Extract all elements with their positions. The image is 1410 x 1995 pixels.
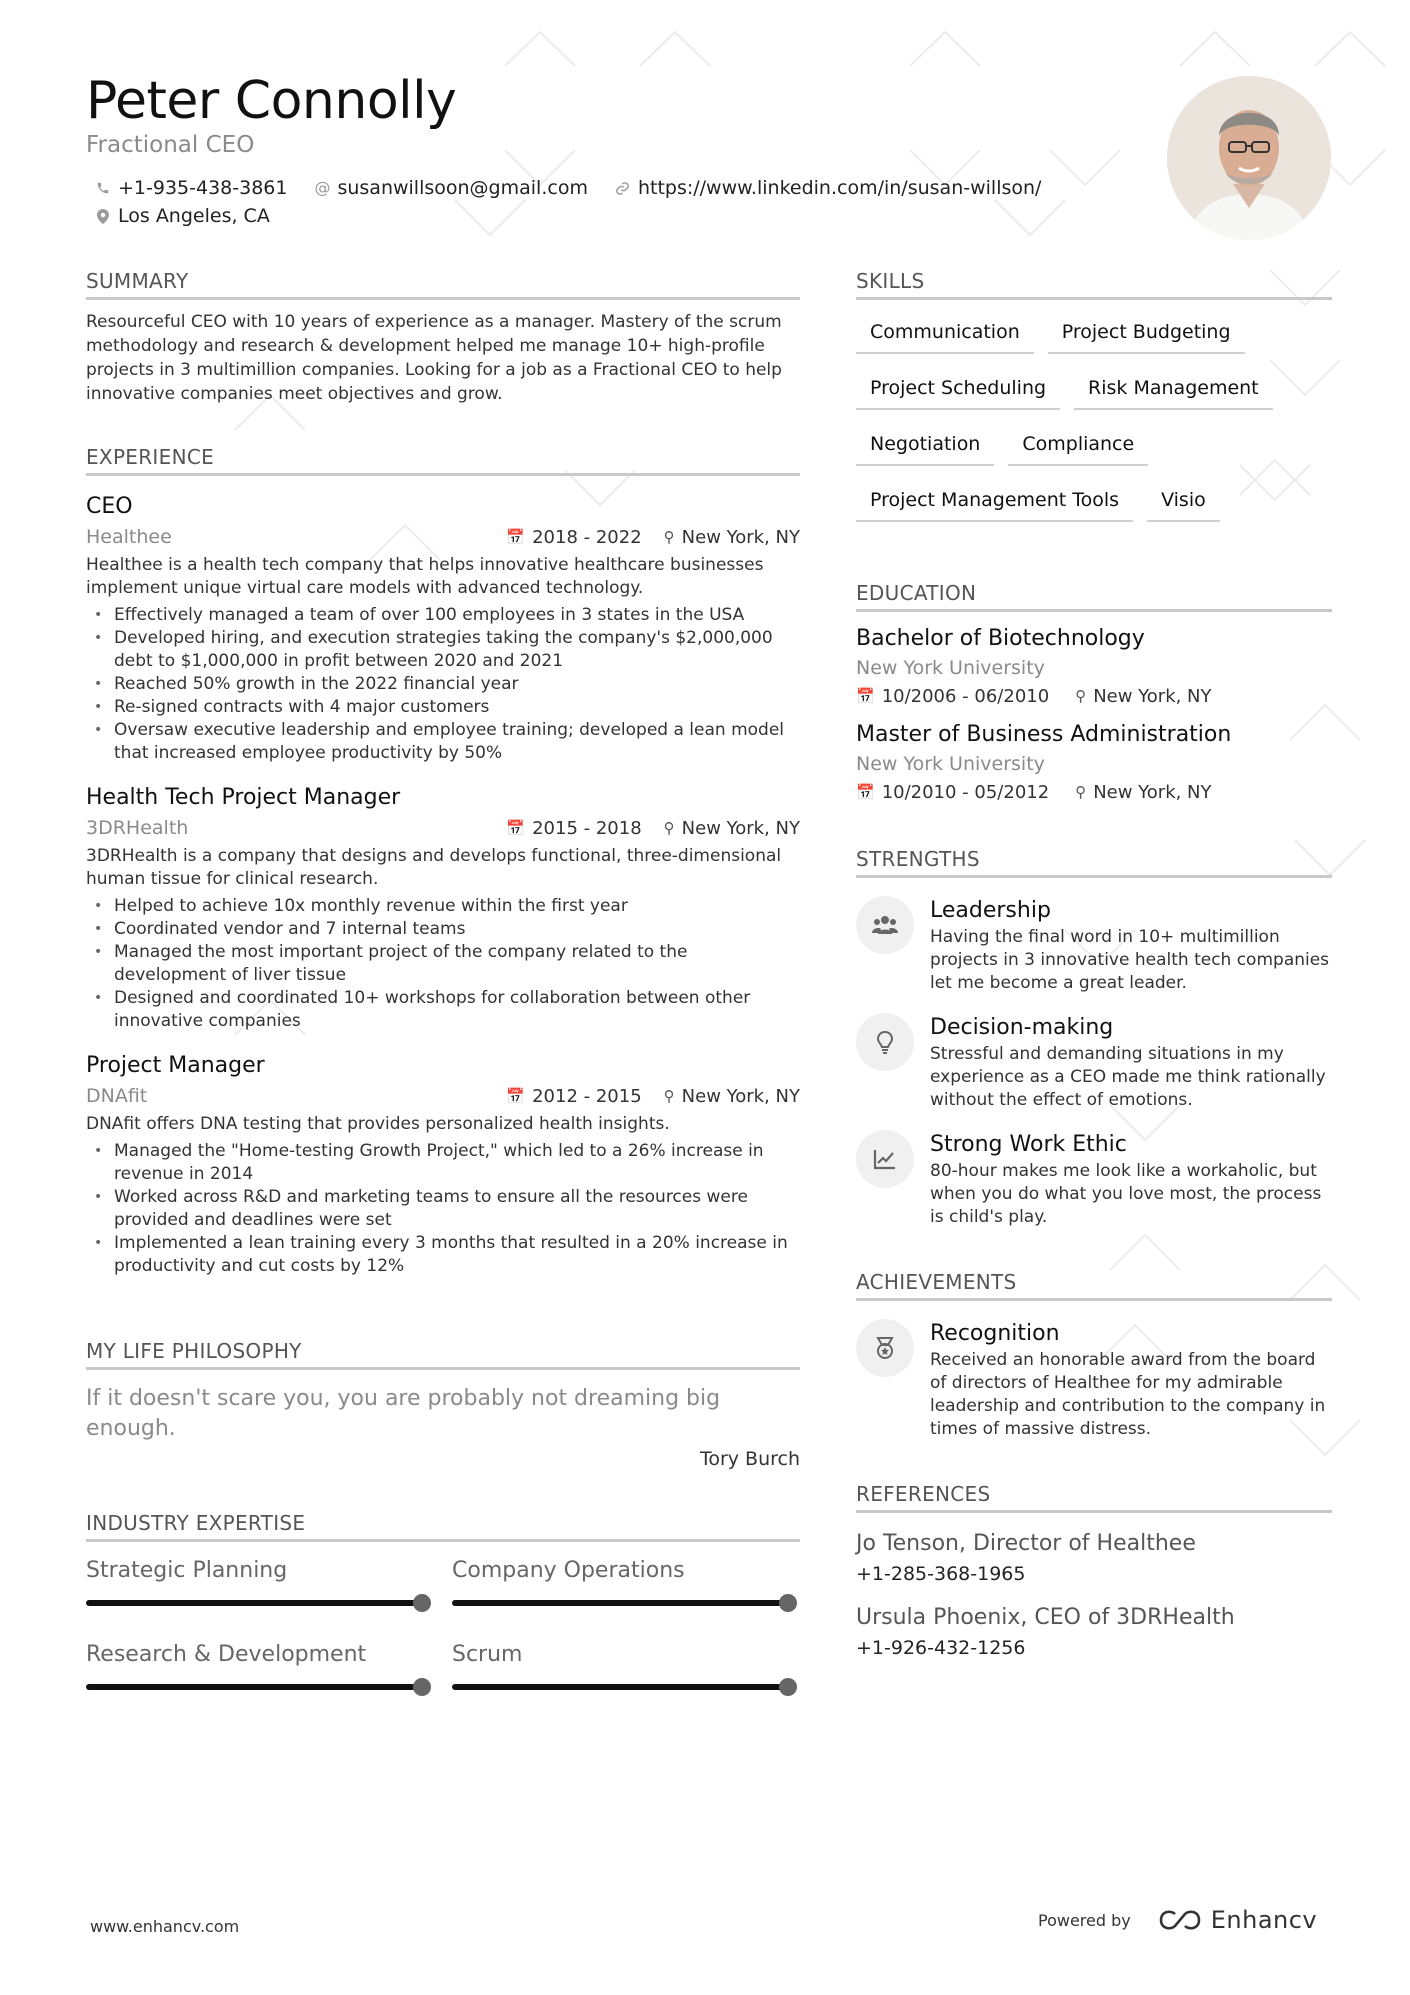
- job-location: New York, NY: [681, 526, 800, 548]
- education-degree: Master of Business Administration: [856, 722, 1232, 747]
- job-description: DNAfit offers DNA testing that provides personalized health insights.: [86, 1114, 670, 1134]
- strength-title: Decision-making: [930, 1015, 1114, 1040]
- summary-section: [86, 268, 800, 406]
- expertise-bar: [452, 1684, 788, 1690]
- summary-title: SUMMARY: [86, 268, 800, 300]
- users-icon: [856, 896, 914, 954]
- education-school: New York University: [856, 753, 1045, 775]
- skill-chip: Compliance: [1008, 424, 1148, 466]
- skill-chip: Communication: [856, 312, 1034, 354]
- achievements-section: [856, 1269, 1332, 1441]
- calendar-icon: 📅: [506, 528, 526, 546]
- footer-branding[interactable]: [1038, 1906, 1317, 1934]
- strength-item: [856, 1130, 1332, 1229]
- achievement-title: Recognition: [930, 1321, 1060, 1346]
- chart-line-icon: [856, 1130, 914, 1188]
- reference-name: Ursula Phoenix, CEO of 3DRHealth: [856, 1605, 1235, 1630]
- map-pin-icon: ⚲: [663, 1087, 675, 1105]
- expertise-item: [452, 1640, 800, 1698]
- expertise-meter: [452, 1592, 800, 1614]
- at-icon: @: [314, 178, 331, 197]
- bullet-item: • Worked across R&D and marketing teams to ensure all the resources were provided and deadlines were set: [86, 1186, 800, 1232]
- bullet-item: • Helped to achieve 10x monthly revenue within the first year: [86, 895, 800, 918]
- location-text: Los Angeles, CA: [118, 205, 270, 227]
- job-entry: [86, 492, 800, 765]
- skill-chip: Project Management Tools: [856, 480, 1133, 522]
- bullet-item: • Effectively managed a team of over 100 employees in 3 states in the USA: [86, 604, 800, 627]
- candidate-role: Fractional CEO: [86, 132, 255, 158]
- enhancv-logo-icon: [1157, 1909, 1203, 1931]
- strength-title: Strong Work Ethic: [930, 1132, 1127, 1157]
- reference-name: Jo Tenson, Director of Healthee: [856, 1531, 1196, 1556]
- phone-contact[interactable]: [94, 174, 287, 202]
- expertise-bar: [452, 1600, 788, 1606]
- philosophy-quote: If it doesn't scare you, you are probably not dreaming big enough.: [86, 1386, 721, 1441]
- email-contact[interactable]: [313, 174, 587, 202]
- education-entry: [856, 624, 1332, 710]
- expertise-label: Research & Development: [86, 1642, 367, 1667]
- job-description: Healthee is a health tech company that helps innovative healthcare businesses implement unique virtual care models with advanced technology.: [86, 555, 764, 598]
- references-title: REFERENCES: [856, 1481, 1332, 1513]
- job-company: DNAfit: [86, 1085, 148, 1107]
- expertise-meter: [452, 1676, 800, 1698]
- education-entry: [856, 720, 1332, 806]
- strengths-section: [856, 846, 1332, 1229]
- job-location: New York, NY: [681, 1085, 800, 1107]
- bullet-item: • Oversaw executive leadership and employee training; developed a lean model that increased employee productivity by 50%: [86, 719, 800, 765]
- reference-item: [856, 1529, 1332, 1589]
- linkedin-contact[interactable]: [614, 174, 1041, 202]
- expertise-item: [86, 1640, 434, 1698]
- job-company: 3DRHealth: [86, 817, 189, 839]
- powered-by-text: Powered by: [1038, 1910, 1131, 1930]
- expertise-section: [86, 1510, 800, 1724]
- expertise-meter: [86, 1592, 434, 1614]
- achievement-item: [856, 1319, 1332, 1441]
- phone-icon: [94, 181, 112, 195]
- phone-text: +1-935-438-3861: [118, 177, 288, 199]
- bullet-item: • Developed hiring, and execution strategies taking the company's $2,000,000 debt to $1,000,000 in profit between 2020 and 2021: [86, 627, 800, 673]
- expertise-item: [452, 1556, 800, 1614]
- job-dates: 2015 - 2018: [532, 817, 642, 839]
- job-title: Project Manager: [86, 1053, 265, 1078]
- expertise-label: Strategic Planning: [86, 1558, 288, 1583]
- expertise-knob: [413, 1678, 431, 1696]
- skills-section: [856, 268, 1332, 536]
- bullet-item: • Coordinated vendor and 7 internal teams: [86, 918, 800, 941]
- location-contact: [94, 202, 270, 230]
- expertise-label: Company Operations: [452, 1558, 685, 1583]
- candidate-name: Peter Connolly: [86, 71, 457, 131]
- education-title: EDUCATION: [856, 580, 1332, 612]
- philosophy-section: [86, 1338, 800, 1470]
- job-dates: 2018 - 2022: [532, 526, 642, 548]
- job-dates: 2012 - 2015: [532, 1085, 642, 1107]
- map-pin-icon: ⚲: [663, 819, 675, 837]
- strength-desc: 80-hour makes me look like a workaholic, but when you do what you love most, the process is child's play.: [930, 1161, 1322, 1227]
- summary-text: Resourceful CEO with 10 years of experience as a manager. Mastery of the scrum methodology and research & development helped me manage 10+ high-profile projects in 3 multimillion companies. Looking for a job as a Fractional CEO to help innovative companies meet objectives and grow.: [86, 312, 782, 404]
- footer-site-link[interactable]: www.enhancv.com: [90, 1917, 240, 1936]
- expertise-title: INDUSTRY EXPERTISE: [86, 1510, 800, 1542]
- link-icon: [614, 181, 632, 196]
- quote-author: Tory Burch: [699, 1448, 800, 1470]
- philosophy-title: MY LIFE PHILOSOPHY: [86, 1338, 800, 1370]
- skills-title: SKILLS: [856, 268, 1332, 300]
- strength-item: [856, 1013, 1332, 1112]
- medal-icon: [856, 1319, 914, 1377]
- job-location: New York, NY: [681, 817, 800, 839]
- expertise-label: Scrum: [452, 1642, 523, 1667]
- skill-chip: Risk Management: [1074, 368, 1273, 410]
- expertise-bar: [86, 1684, 422, 1690]
- calendar-icon: 📅: [506, 1087, 526, 1105]
- strength-desc: Stressful and demanding situations in my experience as a CEO made me think rationally without the effect of emotions.: [930, 1044, 1326, 1110]
- reference-phone: +1-926-432-1256: [856, 1637, 1026, 1659]
- strength-desc: Having the final word in 10+ multimillion projects in 3 innovative health tech companies let me become a great leader.: [930, 927, 1330, 993]
- skill-chip: Negotiation: [856, 424, 994, 466]
- bullet-item: • Designed and coordinated 10+ workshops for collaboration between other innovative companies: [86, 987, 800, 1033]
- reference-phone: +1-285-368-1965: [856, 1563, 1026, 1585]
- skill-chip: Visio: [1147, 480, 1220, 522]
- left-column: [86, 268, 800, 1724]
- calendar-icon: 📅: [856, 783, 875, 801]
- strengths-title: STRENGTHS: [856, 846, 1332, 878]
- job-entry: [86, 783, 800, 1033]
- map-pin-icon: ⚲: [1075, 783, 1087, 801]
- reference-item: [856, 1603, 1332, 1663]
- skill-chip: Project Scheduling: [856, 368, 1060, 410]
- references-section: [856, 1481, 1332, 1663]
- strength-item: [856, 896, 1332, 995]
- education-section: [856, 580, 1332, 806]
- education-dates: 10/2006 - 06/2010: [881, 685, 1050, 707]
- expertise-knob: [779, 1594, 797, 1612]
- expertise-bar: [86, 1600, 422, 1606]
- job-company: Healthee: [86, 526, 172, 548]
- map-pin-icon: ⚲: [1075, 687, 1087, 705]
- lightbulb-icon: [856, 1013, 914, 1071]
- education-dates: 10/2010 - 05/2012: [881, 781, 1050, 803]
- contact-info: [94, 174, 1067, 230]
- job-bullets: [86, 1140, 800, 1278]
- bullet-item: • Re-signed contracts with 4 major customers: [86, 696, 800, 719]
- education-degree: Bachelor of Biotechnology: [856, 626, 1145, 651]
- job-title: CEO: [86, 494, 133, 519]
- job-entry: [86, 1051, 800, 1278]
- job-bullets: [86, 895, 800, 1033]
- skill-chip: Project Budgeting: [1048, 312, 1245, 354]
- bullet-item: • Implemented a lean training every 3 months that resulted in a 20% increase in productivity and cut costs by 12%: [86, 1232, 800, 1278]
- expertise-knob: [779, 1678, 797, 1696]
- expertise-meter: [86, 1676, 434, 1698]
- experience-section: [86, 444, 800, 1278]
- bullet-item: • Reached 50% growth in the 2022 financial year: [86, 673, 800, 696]
- calendar-icon: 📅: [506, 819, 526, 837]
- strength-title: Leadership: [930, 898, 1051, 923]
- linkedin-text: https://www.linkedin.com/in/susan-willson/: [637, 177, 1042, 199]
- email-text: susanwillsoon@gmail.com: [337, 177, 588, 199]
- expertise-knob: [413, 1594, 431, 1612]
- profile-photo: [1167, 76, 1331, 240]
- education-school: New York University: [856, 657, 1045, 679]
- achievement-desc: Received an honorable award from the board of directors of Healthee for my admirable leadership and contribution to the company in times of massive distress.: [930, 1350, 1326, 1439]
- brand-name: Enhancv: [1210, 1906, 1318, 1934]
- expertise-item: [86, 1556, 434, 1614]
- achievements-title: ACHIEVEMENTS: [856, 1269, 1332, 1301]
- job-description: 3DRHealth is a company that designs and develops functional, three-dimensional human tissue for clinical research.: [86, 846, 782, 889]
- right-column: [856, 268, 1332, 1663]
- bullet-item: • Managed the "Home-testing Growth Project," which led to a 26% increase in revenue in 2014: [86, 1140, 800, 1186]
- education-location: New York, NY: [1093, 781, 1212, 803]
- bullet-item: • Managed the most important project of the company related to the development of liver tissue: [86, 941, 800, 987]
- map-pin-icon: [94, 209, 112, 224]
- calendar-icon: 📅: [856, 687, 875, 705]
- experience-title: EXPERIENCE: [86, 444, 800, 476]
- job-bullets: [86, 604, 800, 765]
- job-title: Health Tech Project Manager: [86, 785, 401, 810]
- map-pin-icon: ⚲: [663, 528, 675, 546]
- education-location: New York, NY: [1093, 685, 1212, 707]
